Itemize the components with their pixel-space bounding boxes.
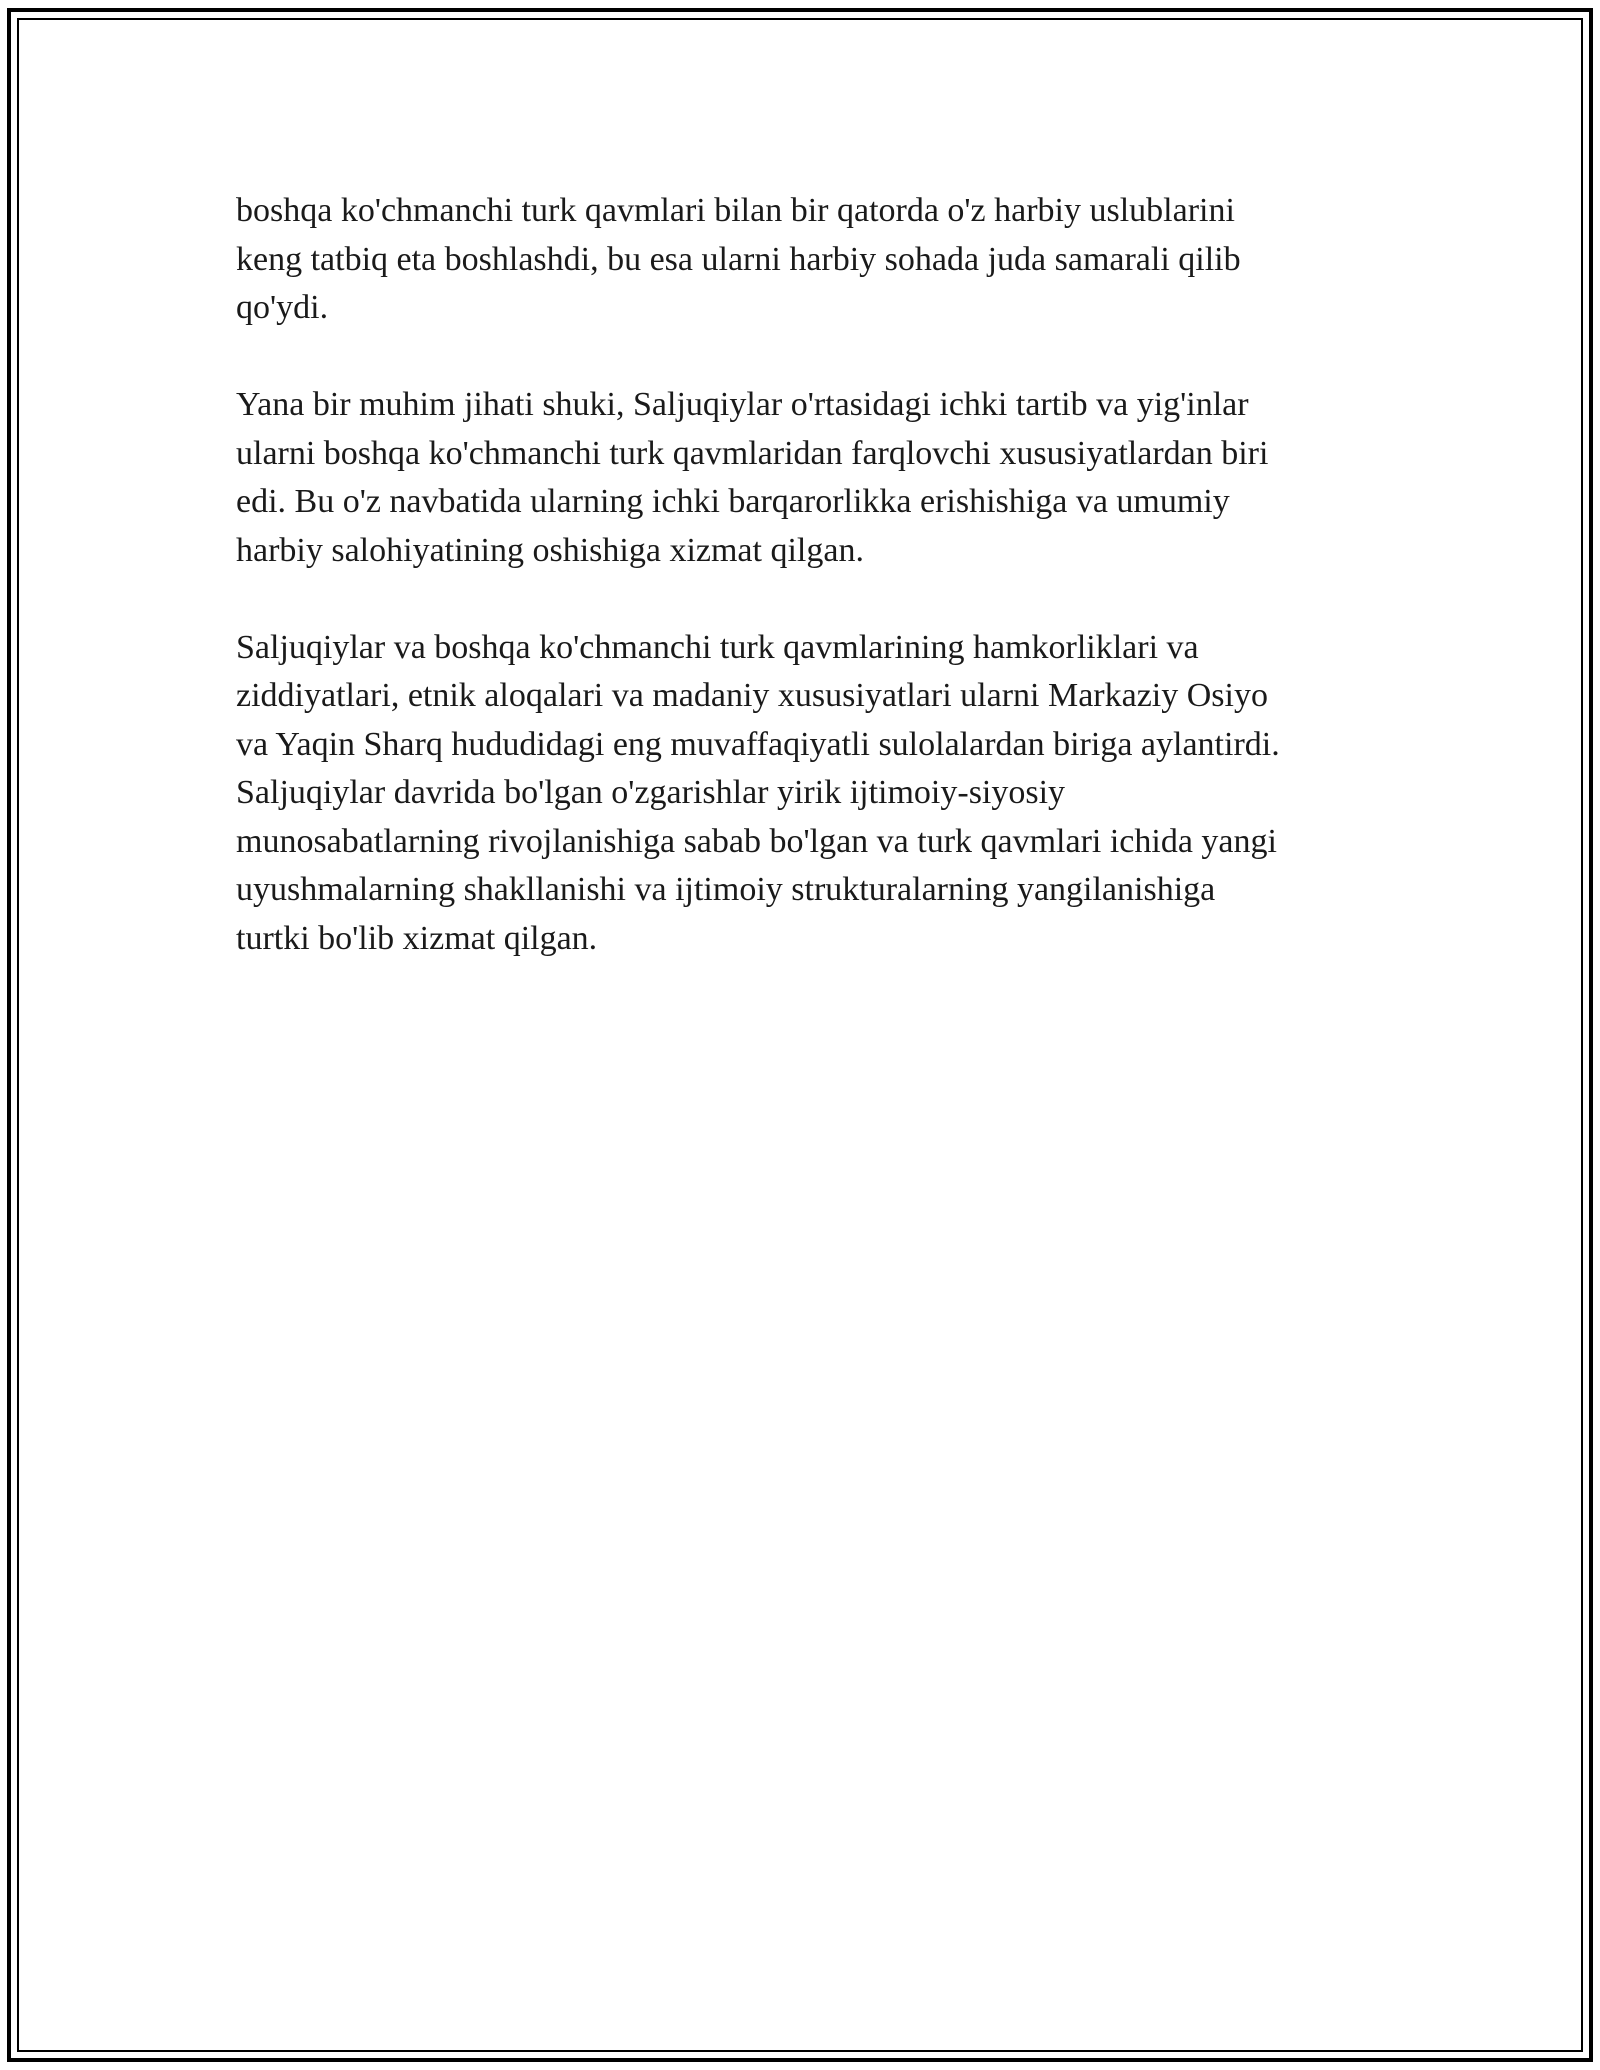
paragraph: boshqa ko'chmanchi turk qavmlari bilan bir qatorda o'z harbiy uslublarini keng tatbiq eta boshlashdi, bu esa ularni harbiy sohada juda samarali qilib qo'ydi. xyxy=(236,192,1241,326)
paragraph: Yana bir muhim jihati shuki, Saljuqiylar o'rtasidagi ichki tartib va yig'inlar ularni boshqa ko'chmanchi turk qavmlaridan farqlovchi xususiyatlardan biri edi. Bu o'z navbatida ularning ichki barqarorlikka erishishiga va umumiy harbiy salohiyatining oshishiga xizmat qilgan. xyxy=(236,386,1269,569)
paragraph: Saljuqiylar va boshqa ko'chmanchi turk qavmlarining hamkorliklari va ziddiyatlari, etnik aloqalari va madaniy xususiyatlari ularni Markaziy Osiyo va Yaqin Sharq hududidagi eng muvaffaqiyatli sulolalardan biriga aylantirdi. Saljuqiylar davrida bo'lgan o'zgarishlar yirik ijtimoiy-siyosiy munosabatlarning rivojlanishiga sabab bo'lgan va turk qavmlari ichida yangi uyushmalarning shakllanishi va ijtimoiy strukturalarning yangilanishiga turtki bo'lib xizmat qilgan. xyxy=(236,628,1280,957)
document-body xyxy=(236,187,1386,1012)
